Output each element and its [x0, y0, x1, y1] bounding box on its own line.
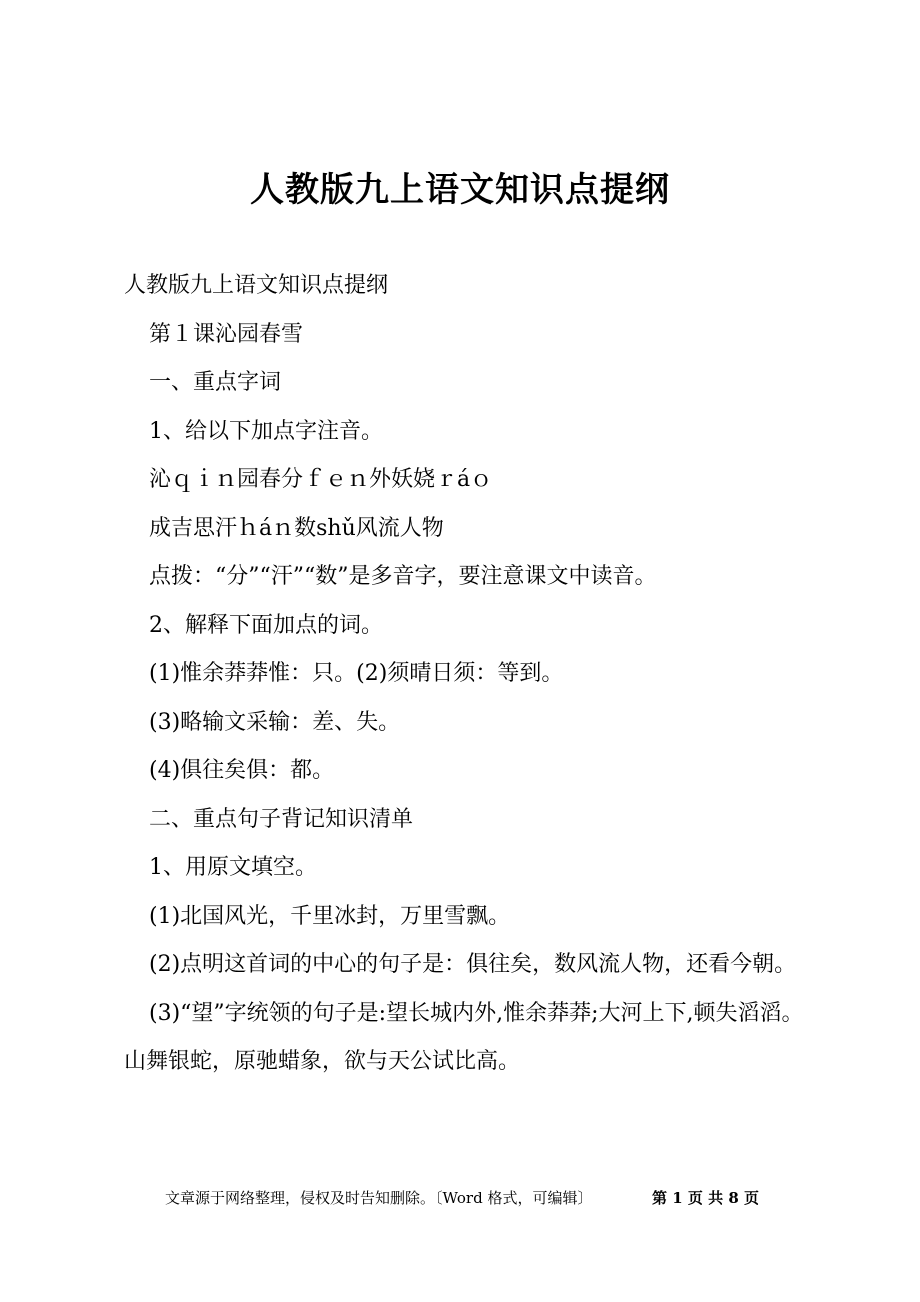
answer-item	[124, 941, 814, 990]
footer-note: 文章源于网络整理，侵权及时告知删除。〔Word 格式，可编辑〕	[165, 1189, 593, 1207]
answer-item: (1)北国风光，千里冰封，万里雪飘。	[149, 903, 511, 929]
tip-paragraph: 点拨：“分”“汗”“数”是多音字，要注意课文中读音。	[149, 564, 657, 589]
pinyin-line: 成吉思汗ｈáｎ数shǔ风流人物	[149, 515, 444, 541]
question-item: 1、用原文填空。	[149, 855, 317, 880]
page-number: 第 1 页 共 8 页	[652, 1189, 759, 1207]
document-body	[124, 262, 814, 1087]
pinyin-line: 沁ｑｉｎ园春分ｆｅｎ外妖娆ｒáｏ	[149, 467, 493, 492]
explanation-item: (1)惟余莽莽惟：只。(2)须晴日须：等到。	[149, 661, 564, 686]
explanation-item: (4)俱往矣俱：都。	[149, 758, 335, 783]
explanation-item: (3)略输文采输：差、失。	[149, 709, 401, 735]
question-item: 1、给以下加点字注音。	[149, 418, 383, 444]
answer-text: (2)点明这首词的中心的句子是：俱往矣，数风流人物，还看今朝。	[149, 952, 797, 977]
doc-heading: 人教版九上语文知识点提纲	[124, 273, 389, 298]
answer-item	[124, 990, 814, 1087]
section-heading: 二、重点句子背记知识清单	[149, 806, 414, 832]
document-title: 人教版九上语文知识点提纲	[250, 170, 670, 210]
lesson-title: 第１课沁园春雪	[149, 321, 304, 347]
question-item: 2、解释下面加点的词。	[149, 612, 383, 638]
section-heading: 一、重点字词	[149, 370, 282, 395]
answer-text: (3)“望”字统领的句子是:望长城内外,惟余莽莽;大河上下,顿失滔滔。山舞银蛇，原驰蜡象，欲与天公试比高。	[124, 1000, 804, 1074]
